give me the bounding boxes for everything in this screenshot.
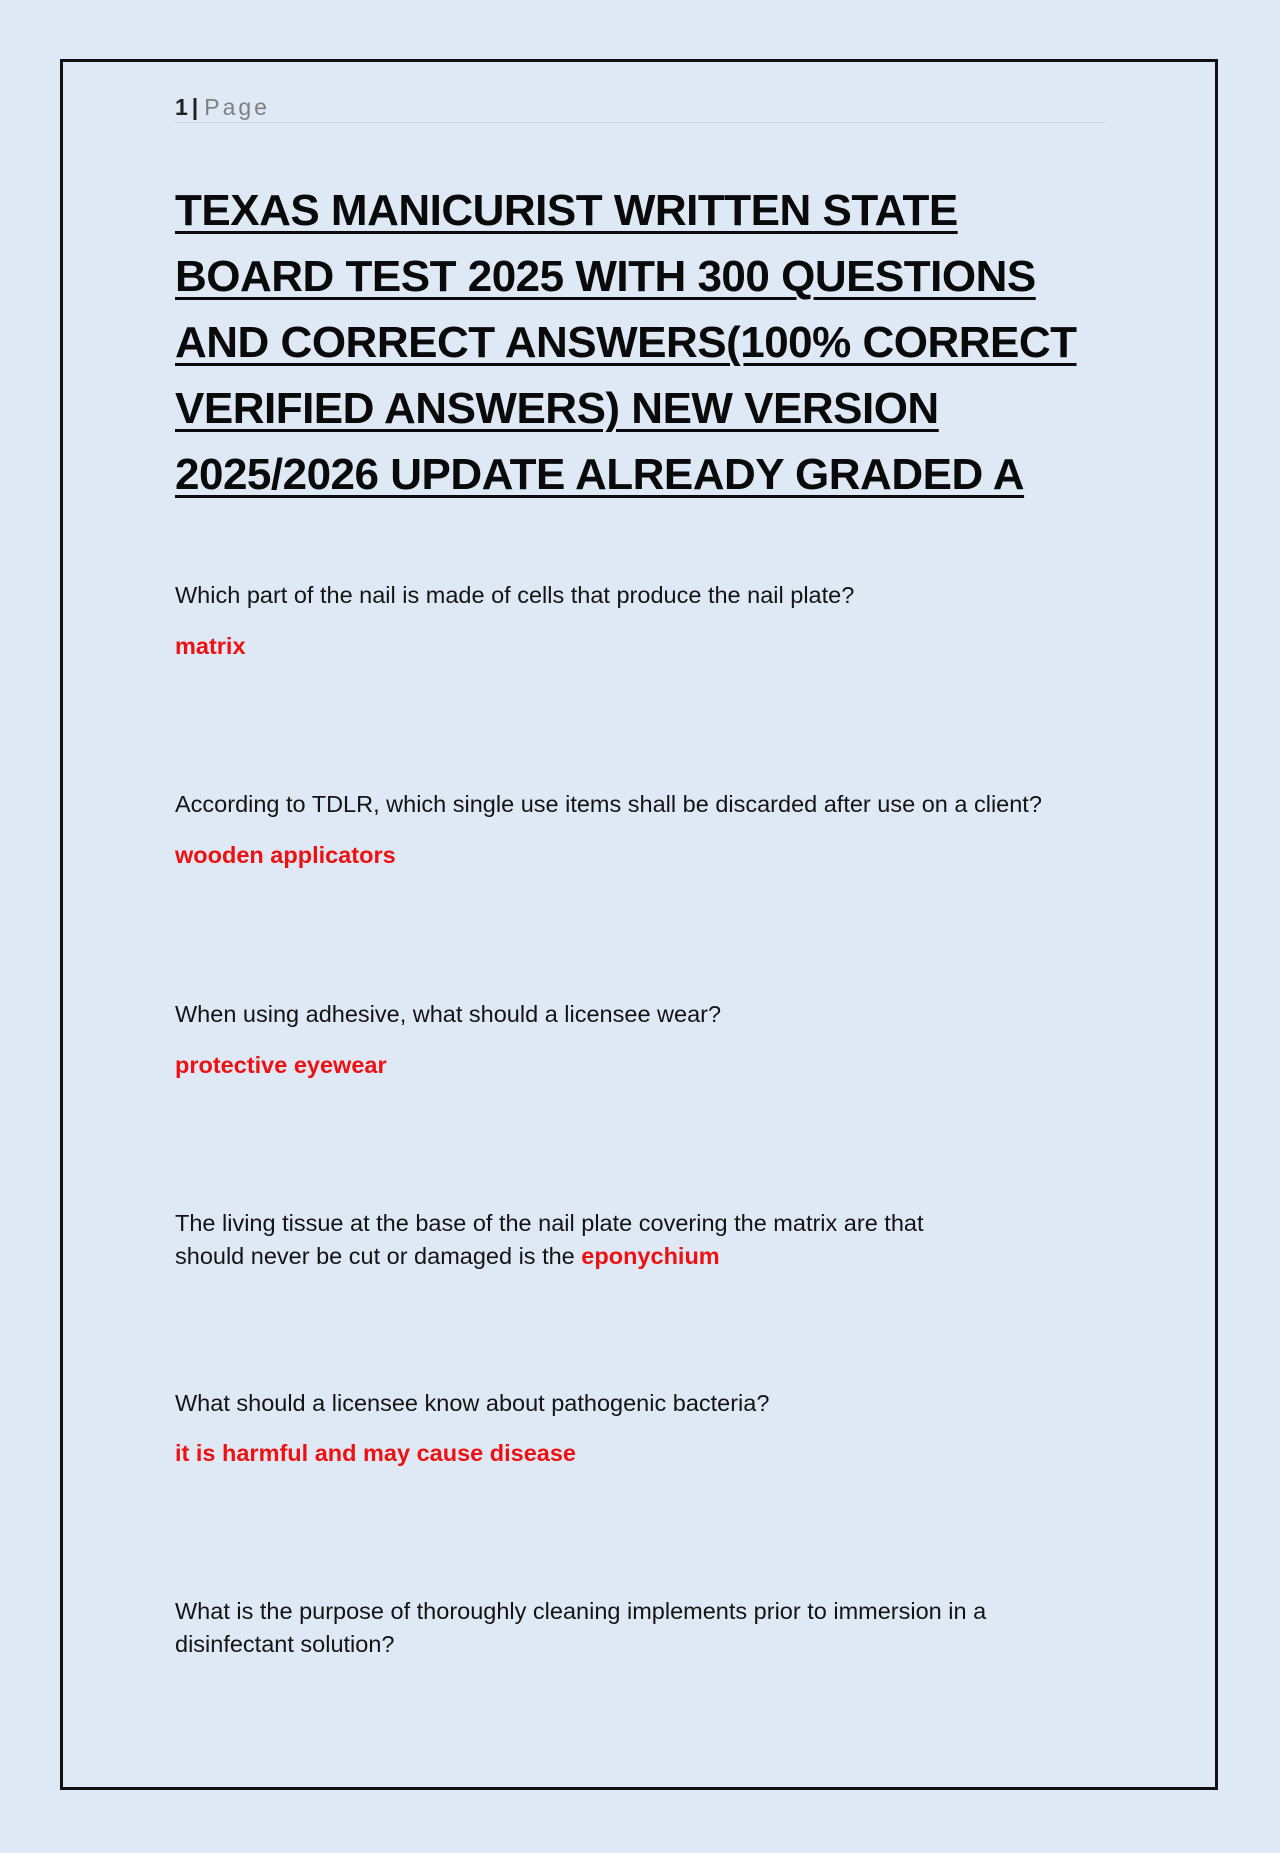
- page-header: [175, 92, 1105, 123]
- qa-item-6: [175, 1595, 1105, 1661]
- answer-text: protective eyewear: [175, 1052, 387, 1078]
- question-text-line-2: disinfectant solution?: [175, 1631, 395, 1657]
- answer-text: it is harmful and may cause disease: [175, 1440, 576, 1466]
- page-number: 1: [175, 94, 188, 120]
- question-text-line-1: What is the purpose of thoroughly cleaning implements prior to immersion in a: [175, 1598, 987, 1624]
- qa-item-3: [175, 998, 1105, 1082]
- inline-answer-text: eponychium: [581, 1243, 720, 1269]
- page-separator: |: [191, 94, 199, 120]
- question-text: When using adhesive, what should a licensee wear?: [175, 1001, 722, 1027]
- qa-item-2: [175, 788, 1105, 872]
- question-text-line-2: [175, 1240, 1105, 1273]
- page-label: Page: [204, 94, 270, 120]
- document-title: TEXAS MANICURIST WRITTEN STATE BOARD TEST 2025 WITH 300 QUESTIONS AND CORRECT ANSWERS(100% CORRECT VERIFIED ANSWERS) NEW VERSION 2025/2026 UPDATE ALREADY GRADED A: [175, 186, 1077, 499]
- answer-text: wooden applicators: [175, 842, 396, 868]
- qa-item-4: [175, 1207, 1105, 1273]
- question-text-fragment: should never be cut or damaged is the: [175, 1243, 575, 1269]
- question-text-line-1: The living tissue at the base of the nail plate covering the matrix are that: [175, 1210, 924, 1236]
- answer-text: matrix: [175, 633, 246, 659]
- question-text: Which part of the nail is made of cells that produce the nail plate?: [175, 582, 855, 608]
- question-text: According to TDLR, which single use items shall be discarded after use on a client?: [175, 791, 1042, 817]
- qa-item-1: [175, 579, 1105, 663]
- question-text: What should a licensee know about pathogenic bacteria?: [175, 1390, 770, 1416]
- qa-item-5: [175, 1387, 1105, 1470]
